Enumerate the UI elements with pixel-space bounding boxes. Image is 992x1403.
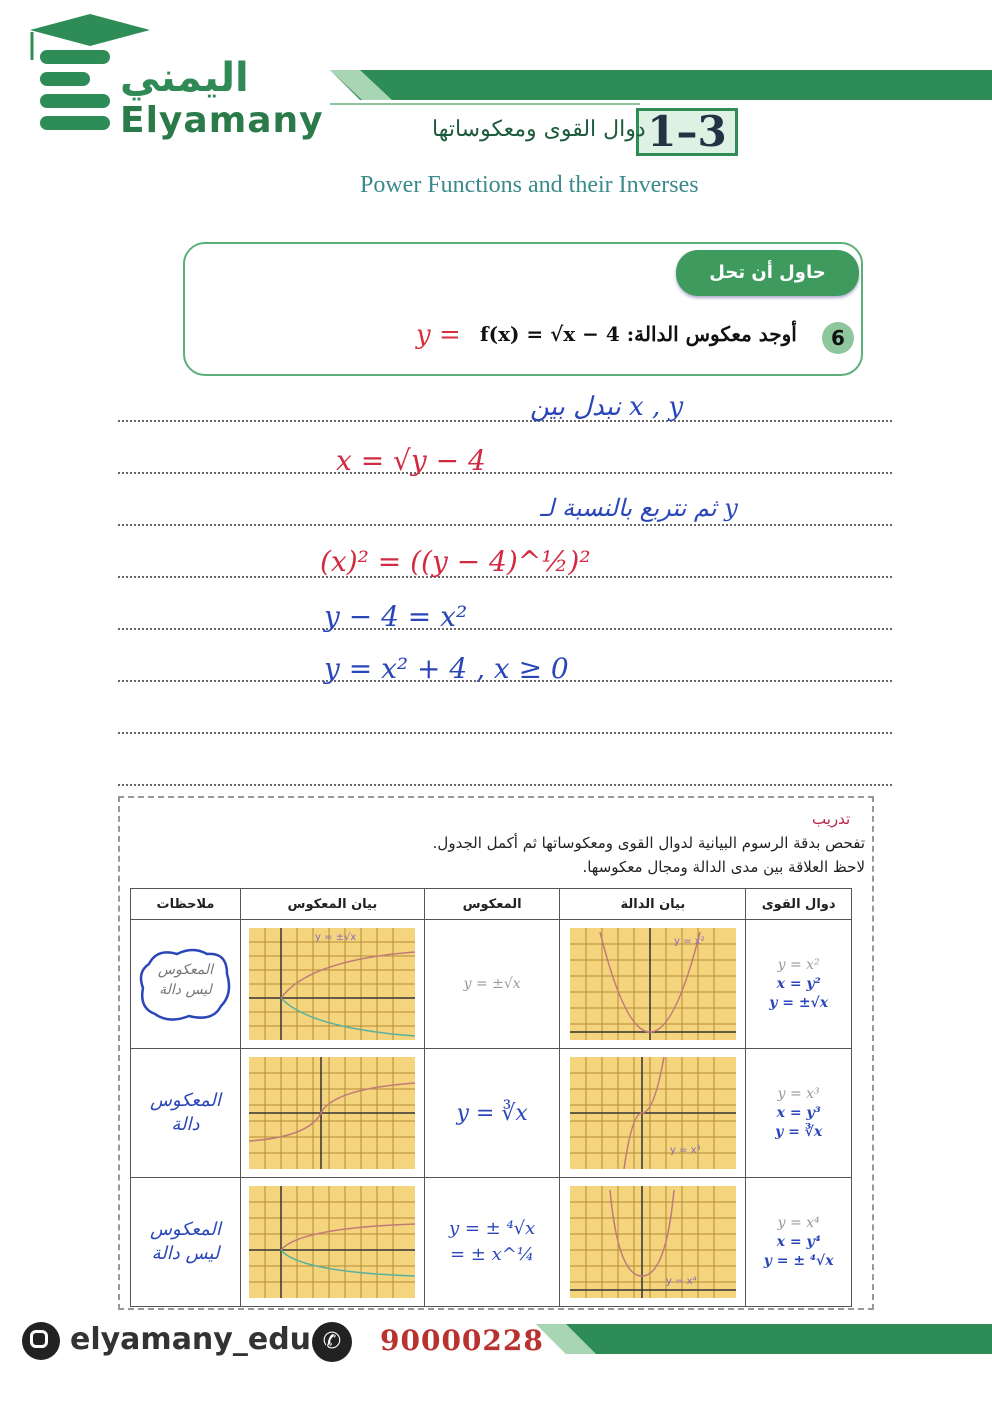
- inverse-label: y = ±√x: [463, 975, 521, 992]
- inverse-graph-cell: [240, 1049, 424, 1178]
- question-number: 6: [822, 322, 854, 354]
- ruled-line: [118, 472, 892, 474]
- handwritten-step-2: y = ± ⁴√x: [763, 1252, 834, 1269]
- solution-line-1: نبدل بين x , y: [530, 392, 684, 422]
- try-box-tab: حاول أن تحل: [676, 250, 859, 296]
- graph-label: y = x²: [673, 936, 705, 947]
- inverse-graph: [249, 1057, 415, 1169]
- inverse-label: y = ∛x: [456, 1100, 528, 1126]
- solution-line-6: y = x² + 4 , x ≥ 0: [324, 652, 569, 685]
- graph-label: y = ±√x: [315, 932, 357, 943]
- logo-english: Elyamany: [120, 100, 324, 141]
- note-cell: [131, 1049, 241, 1178]
- inverse-label: y = ± ⁴√x: [448, 1218, 536, 1239]
- practice-instruction-2: لاحظ العلاقة بين مدى الدالة ومجال معكوسها.: [582, 858, 865, 876]
- column-header: بيان الدالة: [560, 889, 746, 920]
- function-graph: [570, 1057, 736, 1169]
- solution-line-4: (x)² = ((y − 4)^½)²: [320, 545, 591, 578]
- instagram-icon-inner: [30, 1330, 48, 1348]
- row-note: المعكوس ليس دالة: [150, 1219, 221, 1264]
- power-function-cell: [746, 920, 852, 1049]
- function-graph-cell: [560, 1049, 746, 1178]
- practice-title: تدريب: [812, 810, 851, 828]
- ruled-line: [118, 784, 892, 786]
- graph-label: y = x⁴: [665, 1276, 697, 1287]
- graph-label: y = x³: [669, 1145, 701, 1156]
- table-row: [131, 1178, 852, 1307]
- power-function-cell: [746, 1178, 852, 1307]
- column-header: دوال القوى: [746, 889, 852, 920]
- table-header-row: [131, 889, 852, 920]
- ruled-line: [118, 628, 892, 630]
- table-row: [131, 1049, 852, 1178]
- inverse-graph-cell: [240, 1178, 424, 1307]
- note-cell: [131, 920, 241, 1049]
- whatsapp-icon[interactable]: ✆: [312, 1322, 352, 1362]
- question-text: أوجد معكوس الدالة: f(x) = √x − 4: [480, 322, 797, 346]
- phone-number[interactable]: 90000228: [380, 1324, 544, 1357]
- function-graph-cell: [560, 920, 746, 1049]
- handwritten-step-1: x = y²: [776, 975, 821, 992]
- function-graph: [570, 928, 736, 1040]
- lesson-title-english: Power Functions and their Inverses: [360, 172, 699, 198]
- question-handwritten-answer: y =: [416, 320, 461, 350]
- inverse-cell: [424, 920, 560, 1049]
- solution-line-2: x = √y − 4: [336, 444, 486, 477]
- power-function: y = x²: [777, 956, 820, 973]
- solution-line-3: ثم نتربع بالنسبة لـ y: [540, 494, 738, 522]
- column-header: بيان المعكوس: [240, 889, 424, 920]
- handwritten-step-1: x = y⁴: [776, 1233, 821, 1250]
- inverse-cell: [424, 1049, 560, 1178]
- inverse-graph: [249, 1186, 415, 1298]
- ruled-line: [118, 524, 892, 526]
- column-header: ملاحظات: [131, 889, 241, 920]
- lesson-number: 1–3: [636, 108, 738, 156]
- handwritten-step-2: y = ∛x: [775, 1123, 823, 1140]
- power-function: y = x³: [777, 1085, 820, 1102]
- inverse-label-alt: = ± x^¼: [449, 1244, 535, 1265]
- lesson-title-arabic: دوال القوى ومعكوساتها: [432, 117, 646, 142]
- function-graph: [570, 1186, 736, 1298]
- power-function: y = x⁴: [777, 1214, 820, 1231]
- row-note: المعكوس دالة: [150, 1090, 221, 1135]
- solution-line-5: y − 4 = x²: [324, 600, 468, 633]
- logo-arabic: اليمني: [120, 55, 249, 101]
- power-functions-table: [130, 888, 852, 1307]
- instagram-handle[interactable]: elyamany_edu: [70, 1322, 312, 1357]
- row-note: المعكوس ليس دالة: [157, 962, 213, 998]
- ruled-line: [118, 420, 892, 422]
- ruled-line: [118, 732, 892, 734]
- inverse-cell: [424, 1178, 560, 1307]
- column-header: المعكوس: [424, 889, 560, 920]
- note-cell: [131, 1178, 241, 1307]
- inverse-graph: [249, 928, 415, 1040]
- handwritten-step-2: y = ±√x: [769, 994, 829, 1011]
- power-function-cell: [746, 1049, 852, 1178]
- table-row: [131, 920, 852, 1049]
- inverse-graph-cell: [240, 920, 424, 1049]
- practice-instruction-1: تفحص بدقة الرسوم البيانية لدوال القوى ومعكوساتها ثم أكمل الجدول.: [432, 834, 865, 852]
- function-graph-cell: [560, 1178, 746, 1307]
- handwritten-step-1: x = y³: [776, 1104, 821, 1121]
